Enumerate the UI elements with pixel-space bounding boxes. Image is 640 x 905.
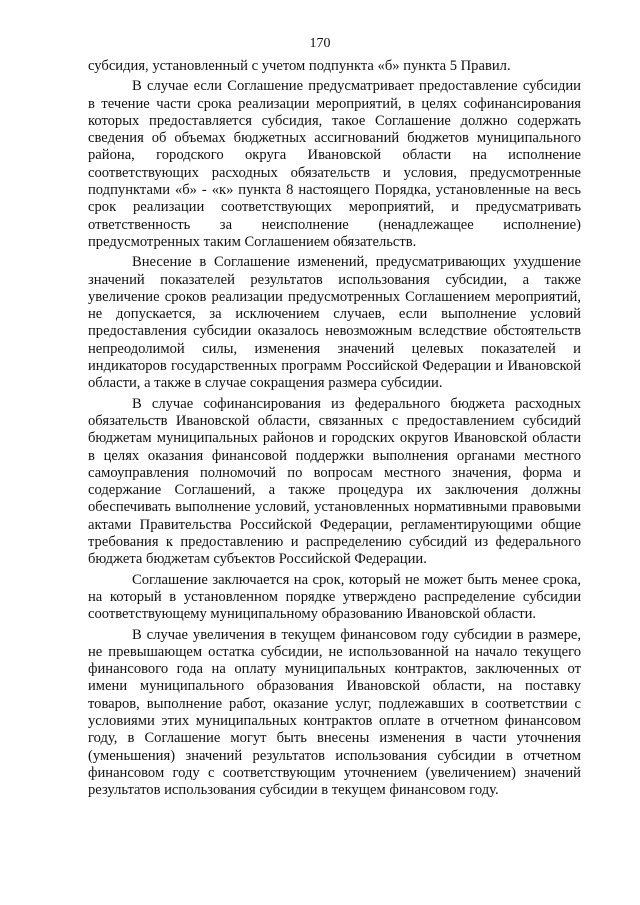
paragraph-subsidy-increase: В случае увеличения в текущем финансовом году субсидии в размере, не превышающем остатка субсидии, не использованной на начало текущего финансового года на оплату муниципальных контрактов, заключенных от имени муниципального образования Ивановской области, на поставку товаров, выполнение работ, оказание услуг, подлежавших в соответствии с условиями этих муниципальных контрактов оплате в отчетном финансовом году, в Соглашение могут быть внесены изменения в части уточнения (уменьшения) значений результатов использования субсидии в отчетном финансовом году с соответствующим уточнением (увеличением) значений результатов использования субсидии в текущем финансовом году.: [88, 626, 581, 799]
paragraph-agreement-term: Соглашение заключается на срок, который не может быть менее срока, на который в установленном порядке утверждено распределение субсидии соответствующему муниципальному образованию Ивановской области.: [88, 571, 581, 623]
page-number: 170: [309, 36, 331, 51]
paragraph-amendments: Внесение в Соглашение изменений, предусматривающих ухудшение значений показателей результатов использования субсидии, а также увеличение сроков реализации предусмотренных Соглашением мероприятий, не допускается, за исключением случаев, если выполнение условий предоставления субсидии оказалось невозможным вследствие обстоятельств непреодолимой силы, изменения значений целевых показателей и индикаторов государственных программ Российской Федерации и Ивановской области, а также в случае сокращения размера субсидии.: [88, 254, 581, 392]
paragraph-partial-term-agreement: В случае если Соглашение предусматривает предоставление субсидии в течение части срока реализации мероприятий, в целях софинансирования которых предоставляется субсидия, такое Соглашение должно содержать сведения об объемах бюджетных ассигнований бюджетов муниципального района, городского округа Ивановской области на исполнение соответствующих расходных обязательств и условия, предусмотренные подпунктами «б» - «к» пункта 8 настоящего Порядка, установленные на весь срок реализации соответствующих мероприятий, и предусматривать ответственность за неисполнение (ненадлежащее исполнение) предусмотренных таким Соглашением обязательств.: [88, 78, 581, 250]
paragraph-federal-cofinancing: В случае софинансирования из федерального бюджета расходных обязательств Ивановской области, связанных с предоставлением субсидий бюджетам муниципальных районов и городских округов Ивановской области в целях оказания финансовой поддержки выполнения органами местного самоуправления полномочий по вопросам местного значения, форма и содержание Соглашений, а также процедура их заключения должны обеспечивать выполнение условий, установленных нормативными правовыми актами Правительства Российской Федерации, регламентирующими общие требования к предоставлению и распределению субсидий из федерального бюджета бюджетам субъектов Российской Федерации.: [88, 395, 581, 568]
body-text: [88, 58, 581, 802]
paragraph-continuation: субсидия, установленный с учетом подпункта «б» пункта 5 Правил.: [88, 58, 511, 74]
